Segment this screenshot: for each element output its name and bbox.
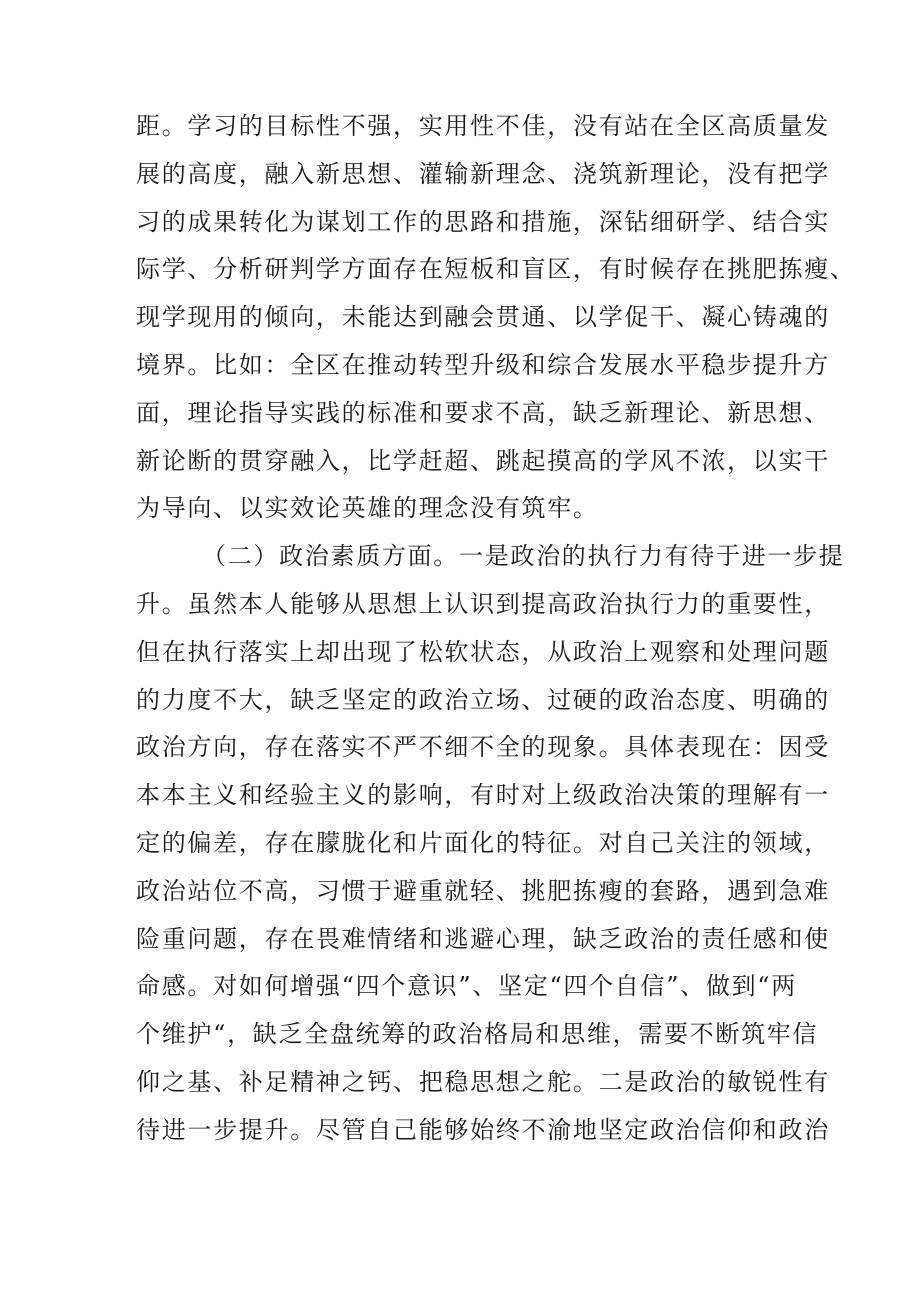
text-line: 命感。对如何增强“四个意识”、坚定“四个自信”、做到“两 xyxy=(136,972,797,1001)
text-line: 距。学习的目标性不强，实用性不佳，没有站在全区高质量发 xyxy=(136,112,830,140)
text-line: 待进一步提升。尽管自己能够始终不渝地坚定政治信仰和政治 xyxy=(136,1115,830,1144)
section-heading-line: （二）政治素质方面。一是政治的执行力有待于进一步提 xyxy=(202,542,845,571)
text-line: 习的成果转化为谋划工作的思路和措施，深钻细研学、结合实 xyxy=(136,207,830,236)
text-line: 的力度不大，缺乏坚定的政治立场、过硬的政治态度、明确的 xyxy=(136,685,830,714)
text-line: 政治站位不高，习惯于避重就轻、挑肥拣瘦的套路，遇到急难 xyxy=(136,876,830,905)
document-body xyxy=(136,103,856,1155)
text-line: 升。虽然本人能够从思想上认识到提高政治执行力的重要性， xyxy=(136,589,830,618)
text-line: 新论断的贯穿融入，比学赶超、跳起摸高的学风不浓，以实干 xyxy=(136,446,830,475)
text-line: 仰之基、补足精神之钙、把稳思想之舵。二是政治的敏锐性有 xyxy=(136,1067,830,1096)
text-line: 政治方向，存在落实不严不细不全的现象。具体表现在：因受 xyxy=(136,733,830,762)
paragraph-political-quality xyxy=(136,533,845,1154)
text-line: 境界。比如：全区在推动转型升级和综合发展水平稳步提升方 xyxy=(136,350,830,379)
text-line: 面，理论指导实践的标准和要求不高，缺乏新理论、新思想、 xyxy=(136,398,830,427)
text-line: 际学、分析研判学方面存在短板和盲区，有时候存在挑肥拣瘦、 xyxy=(136,255,856,284)
text-line: 本本主义和经验主义的影响，有时对上级政治决策的理解有一 xyxy=(136,781,830,810)
text-line: 个维护“，缺乏全盘统筹的政治格局和思维，需要不断筑牢信 xyxy=(136,1020,819,1049)
text-line: 险重问题，存在畏难情绪和逃避心理，缺乏政治的责任感和使 xyxy=(136,924,830,953)
text-line: 为导向、以实效论英雄的理念没有筑牢。 xyxy=(136,494,599,523)
text-line: 现学现用的倾向，未能达到融会贯通、以学促干、凝心铸魂的 xyxy=(136,303,830,332)
paragraph-study-shortcomings xyxy=(136,103,856,533)
text-line: 展的高度，融入新思想、灌输新理念、浇筑新理论，没有把学 xyxy=(136,159,830,188)
text-line: 但在执行落实上却出现了松软状态，从政治上观察和处理问题 xyxy=(136,637,830,666)
text-line: 定的偏差，存在朦胧化和片面化的特征。对自己关注的领域， xyxy=(136,828,830,857)
